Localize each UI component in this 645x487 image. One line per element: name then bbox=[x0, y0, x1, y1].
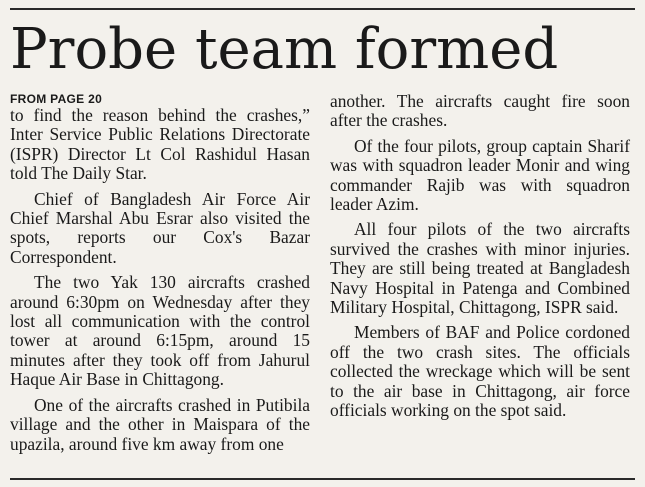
bottom-rule bbox=[10, 478, 635, 480]
left-column bbox=[10, 92, 310, 460]
paragraph: All four pilots of the two aircrafts survived the crashes with minor injuries. They are still being treated at Bangladesh Navy Hospital in Patenga and Combined Military Hospital, Chittagong, ISPR said. bbox=[330, 219, 630, 318]
right-column bbox=[330, 92, 630, 427]
top-rule bbox=[10, 8, 635, 10]
headline: Probe team formed bbox=[10, 17, 559, 82]
paragraph: One of the aircrafts crashed in Putibila village and the other in Maispara of the upazila, around five km away from one bbox=[10, 394, 310, 454]
paragraph: Members of BAF and Police cordoned off the two crash sites. The officials collected the wreckage which will be sent to the air base in Chittagong, air force officials working on the spot said. bbox=[330, 322, 630, 421]
paragraph: Chief of Bangladesh Air Force Air Chief Marshal Abu Esrar also visited the spots, reports our Cox's Bazar Correspondent. bbox=[10, 188, 310, 267]
paragraph: to find the reason behind the crashes,” Inter Service Public Relations Directorate (ISPR) Director Lt Col Rashidul Hasan told The Daily Star. bbox=[10, 105, 310, 184]
paragraph: Of the four pilots, group captain Sharif was with squadron leader Monir and wing commander Rajib was with squadron leader Azim. bbox=[330, 135, 630, 215]
paragraph: The two Yak 130 aircrafts crashed around 6:30pm on Wednesday after they lost all communication with the control tower at around 6:15pm, around 15 minutes after they took off from Jahurul Haque Air Base in Chittagong. bbox=[10, 272, 310, 390]
continuation-kicker: FROM PAGE 20 bbox=[10, 92, 103, 106]
paragraph: another. The aircrafts caught fire soon after the crashes. bbox=[330, 91, 630, 131]
